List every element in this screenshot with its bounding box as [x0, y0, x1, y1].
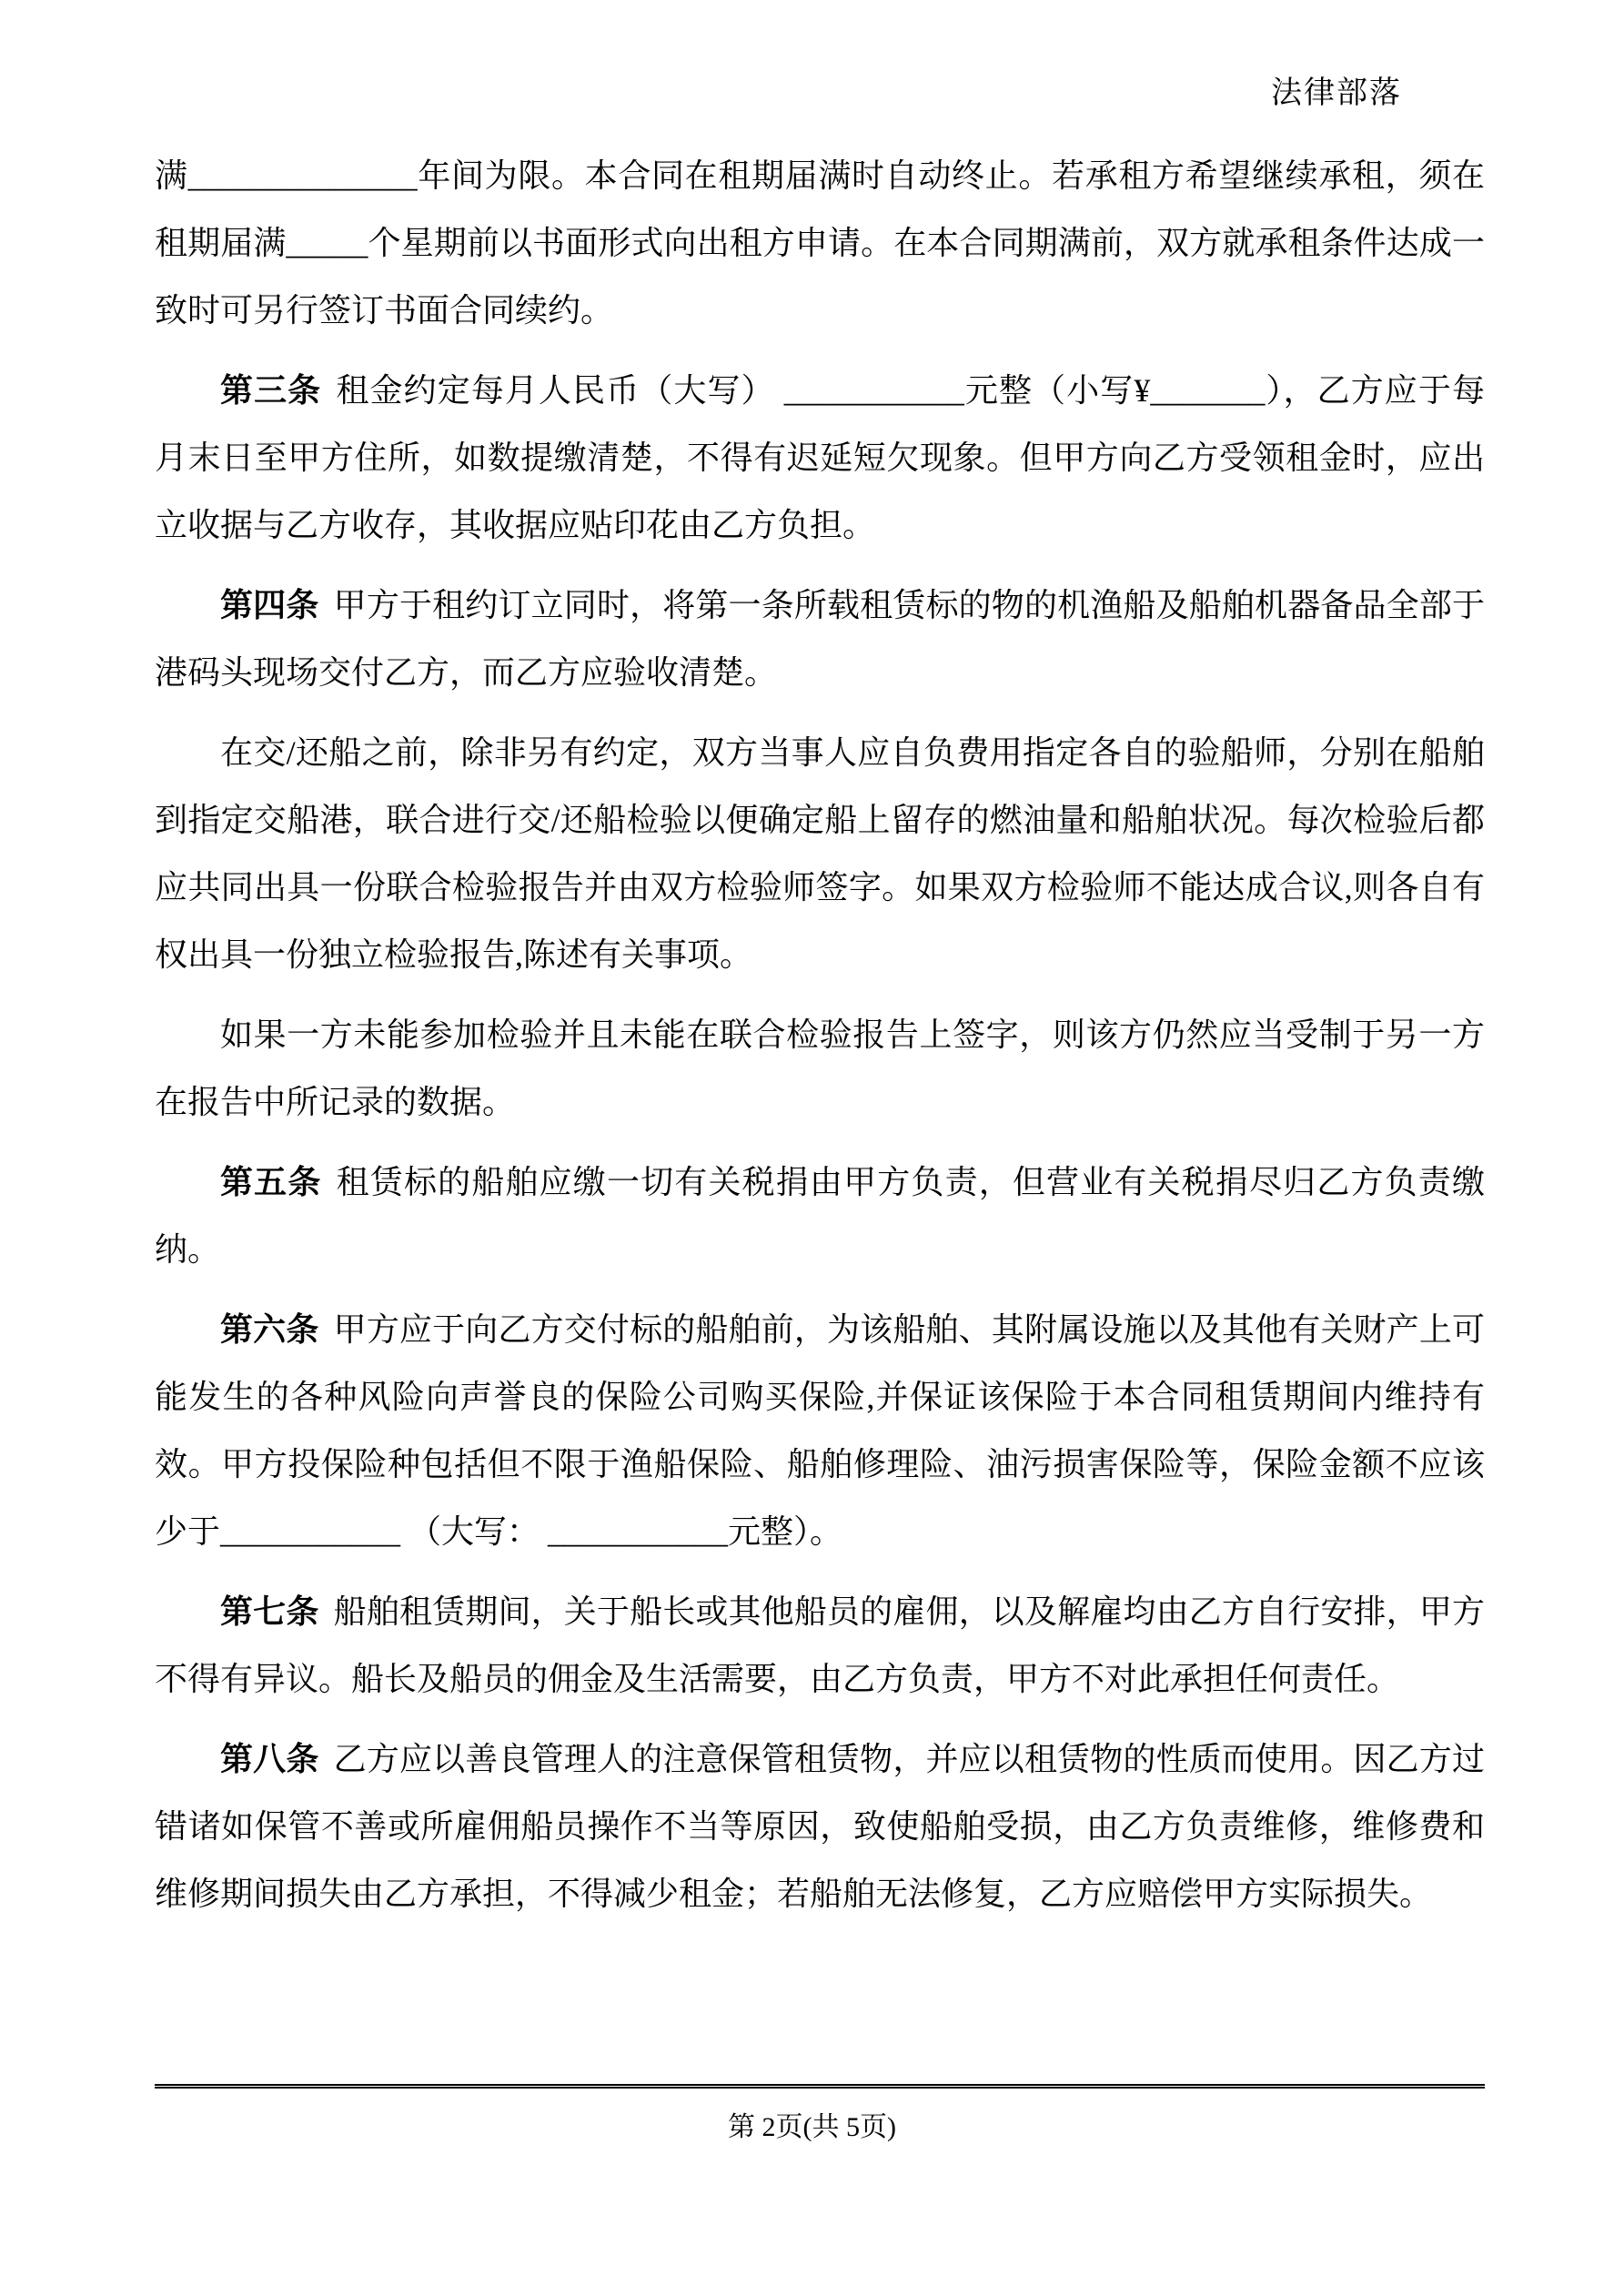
paragraph-clause-3 [155, 357, 1485, 559]
paragraph-clause-8 [155, 1725, 1485, 1927]
clause-5-label: 第五条 [220, 1164, 322, 1200]
paragraph-text: 船舶租赁期间，关于船长或其他船员的雇佣，以及解雇均由乙方自行安排，甲方不得有异议。船长及船员的佣金及生活需要，由乙方负责，甲方不对此承担任何责任。 [155, 1593, 1485, 1697]
paragraph-text: 乙方应以善良管理人的注意保管租赁物，并应以租赁物的性质而使用。因乙方过错诸如保管不善或所雇佣船员操作不当等原因，致使船舶受损，由乙方负责维修，维修费和维修期间损失由乙方承担，不得减少租金；若船舶无法修复，乙方应赔偿甲方实际损失。 [155, 1741, 1485, 1912]
paragraph-clause-4 [155, 571, 1485, 706]
paragraph-text: 如果一方未能参加检验并且未能在联合检验报告上签字，则该方仍然应当受制于另一方在报告中所记录的数据。 [155, 1017, 1485, 1120]
paragraph-clause-7 [155, 1578, 1485, 1713]
clause-6-label: 第六条 [220, 1311, 319, 1348]
footer-divider [155, 2084, 1485, 2089]
clause-3-label: 第三条 [220, 372, 322, 409]
paragraph-text: 租赁标的船舶应缴一切有关税捐由甲方负责，但营业有关税捐尽归乙方负责缴纳。 [155, 1164, 1485, 1268]
paragraph-text: 在交/还船之前，除非另有约定，双方当事人应自负费用指定各自的验船师，分别在船舶到指定交船港，联合进行交/还船检验以便确定船上留存的燃油量和船舶状况。每次检验后都应共同出具一份联合检验报告并由双方检验师签字。如果双方检验师不能达成合议,则各自有权出具一份独立检验报告,陈述有关事项。 [155, 734, 1485, 973]
paragraph-clause-6 [155, 1296, 1485, 1565]
paragraph-clause-5 [155, 1148, 1485, 1283]
paragraph-text: 租金约定每月人民币（大写） ___________元整（小写¥_______），乙方应于每月末日至甲方住所，如数提缴清楚，不得有迟延短欠现象。但甲方向乙方受领租金时，应出立收据与乙方收存，其收据应贴印花由乙方负担。 [155, 372, 1485, 543]
paragraph-survey-before-delivery [155, 719, 1485, 988]
page-number: 第 2页(共 5页) [728, 2112, 896, 2142]
paragraph-term-continuation [155, 142, 1485, 344]
paragraph-text: 甲方于租约订立同时，将第一条所载租赁标的物的机渔船及船舶机器备品全部于港码头现场交付乙方，而乙方应验收清楚。 [155, 587, 1485, 691]
paragraph-survey-absence [155, 1001, 1485, 1136]
paragraph-text: 满______________年间为限。本合同在租期届满时自动终止。若承租方希望继续承租，须在租期届满_____个星期前以书面形式向出租方申请。在本合同期满前，双方就承租条件达成一致时可另行签订书面合同续约。 [155, 157, 1485, 329]
header-brand: 法律部落 [1271, 76, 1402, 110]
contract-body [155, 142, 1485, 1940]
clause-8-label: 第八条 [220, 1741, 319, 1777]
clause-7-label: 第七条 [220, 1593, 319, 1630]
paragraph-text: 甲方应于向乙方交付标的船舶前，为该船舶、其附属设施以及其他有关财产上可能发生的各种风险向声誉良的保险公司购买保险,并保证该保险于本合同租赁期间内维持有效。甲方投保险种包括但不限于渔船保险、船舶修理险、油污损害保险等，保险金额不应该少于___________ （大写： ___________元整）。 [155, 1311, 1485, 1550]
clause-4-label: 第四条 [220, 587, 319, 623]
